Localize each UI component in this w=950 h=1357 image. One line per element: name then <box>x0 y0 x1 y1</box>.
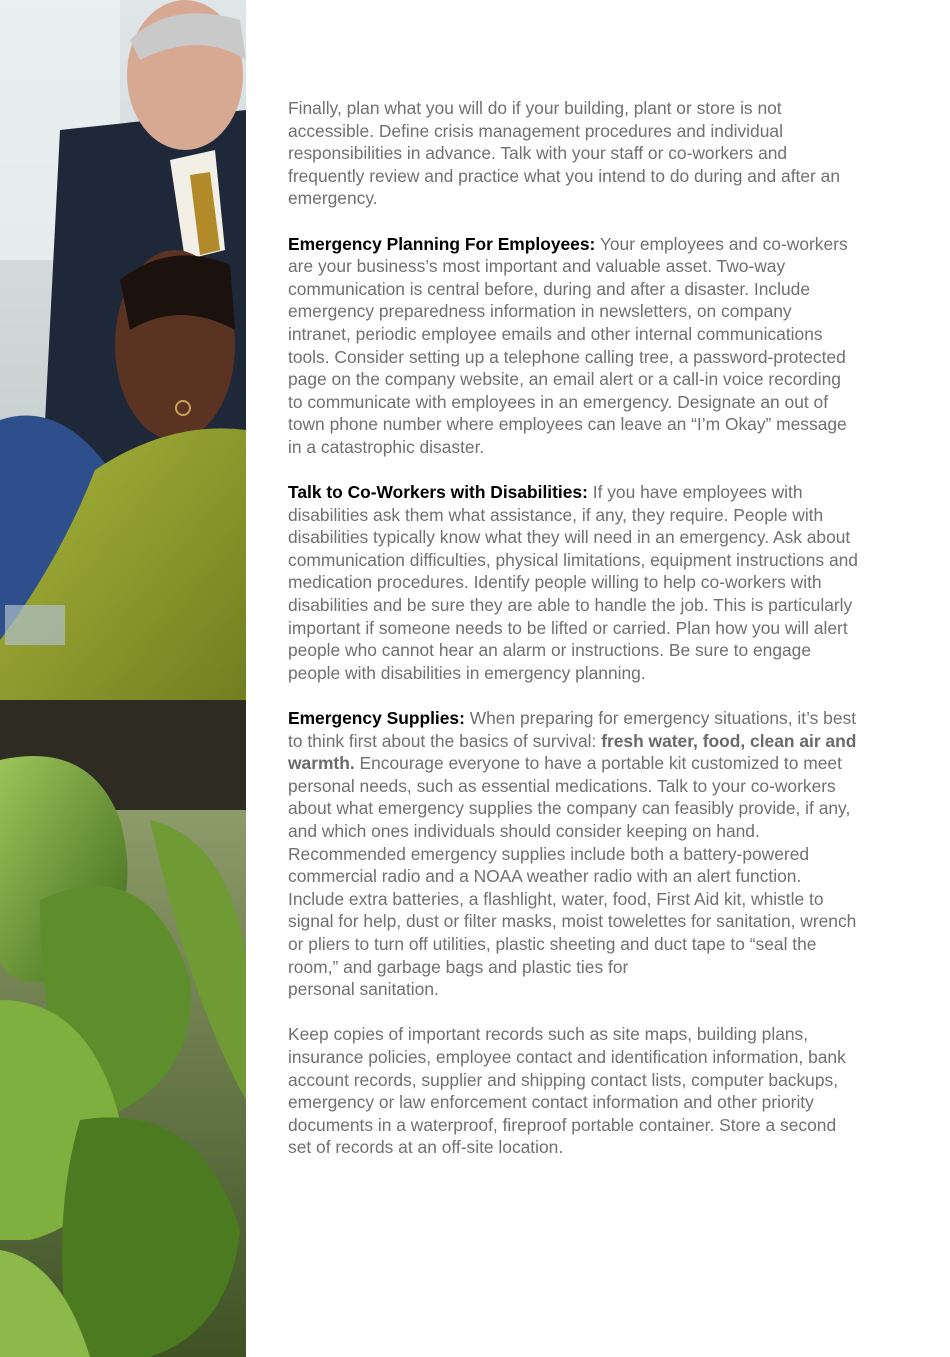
paragraph-text: When preparing for emergency situations, it’s best to think first about the basics of survival: <box>288 708 857 751</box>
paragraph-text: Your employees and co-workers are your business’s most important and valuable asset. Two-way communication is central before, during and after a disaster. Include emergency preparedness information in newsletters, on company intranet, periodic employee emails and other internal communications tools. Consider setting up a telephone calling tree, a password-protected page on the company website, an email alert or a call-in voice recording to communicate with employees in an emergency. Designate an out of town phone number where employees can leave an “I’m Okay” message in a catastrophic disaster. <box>288 233 848 457</box>
paragraph-alternate-site <box>288 97 858 210</box>
section-heading-supplies: Emergency Supplies: <box>288 708 465 729</box>
paragraph-disabilities <box>288 481 858 684</box>
paragraph-supplies <box>288 707 858 1001</box>
office-meeting-photo <box>0 0 246 1357</box>
paragraph-text: Encourage everyone to have a portable kit customized to meet personal needs, such as essential medications. Talk to your co-workers about what emergency supplies the company can feasibly provide, if any, and which ones individuals should consider keeping on hand. Recommended emergency supplies include both a battery-powered commercial radio and a NOAA weather radio with an alert function. Include extra batteries, a flashlight, water, food, First Aid kit, whistle to signal for help, dust or filter masks, moist towelettes for sanitation, wrench or pliers to turn off utilities, plastic sheeting and duct tape to “seal the room,” and garbage bags and plastic ties for <box>288 753 857 977</box>
section-heading-employee-planning: Emergency Planning For Employees: <box>288 233 596 254</box>
paragraph-employee-planning <box>288 233 858 459</box>
paragraph-text: Finally, plan what you will do if your building, plant or store is not accessible. Define crisis management procedures and individual responsibilities in advance. Talk with your staff or co-workers and frequently review and practice what you intend to do during and after an emergency. <box>288 98 841 209</box>
emphasis-survival-basics: fresh water, food, clean air and warmth. <box>288 730 857 774</box>
paragraph-text: If you have employees with disabilities ask them what assistance, if any, they require. People with disabilities typically know what they will need in an emergency. Ask about communication difficulties, physical limitations, equipment instructions and medication procedures. Identify people willing to help co-workers with disabilities and be sure they are able to handle the job. This is particularly important if someone needs to be lifted or carried. Plan how you will alert people who cannot hear an alarm or instructions. Be sure to engage people with disabilities in emergency planning. <box>288 482 858 683</box>
paragraph-text: Keep copies of important records such as site maps, building plans, insurance policies, employee contact and identification information, bank account records, supplier and shipping contact lists, computer backups, emergency or law enforcement contact information and other priority documents in a waterproof, fireproof portable container. Store a second set of records at an off-site location. <box>288 1024 846 1158</box>
article-body <box>288 97 858 1182</box>
section-heading-disabilities: Talk to Co-Workers with Disabilities: <box>288 482 588 503</box>
paragraph-records <box>288 1023 858 1159</box>
paragraph-text-end: personal sanitation. <box>288 979 439 1000</box>
office-meeting-photo-illustration <box>0 0 246 1357</box>
